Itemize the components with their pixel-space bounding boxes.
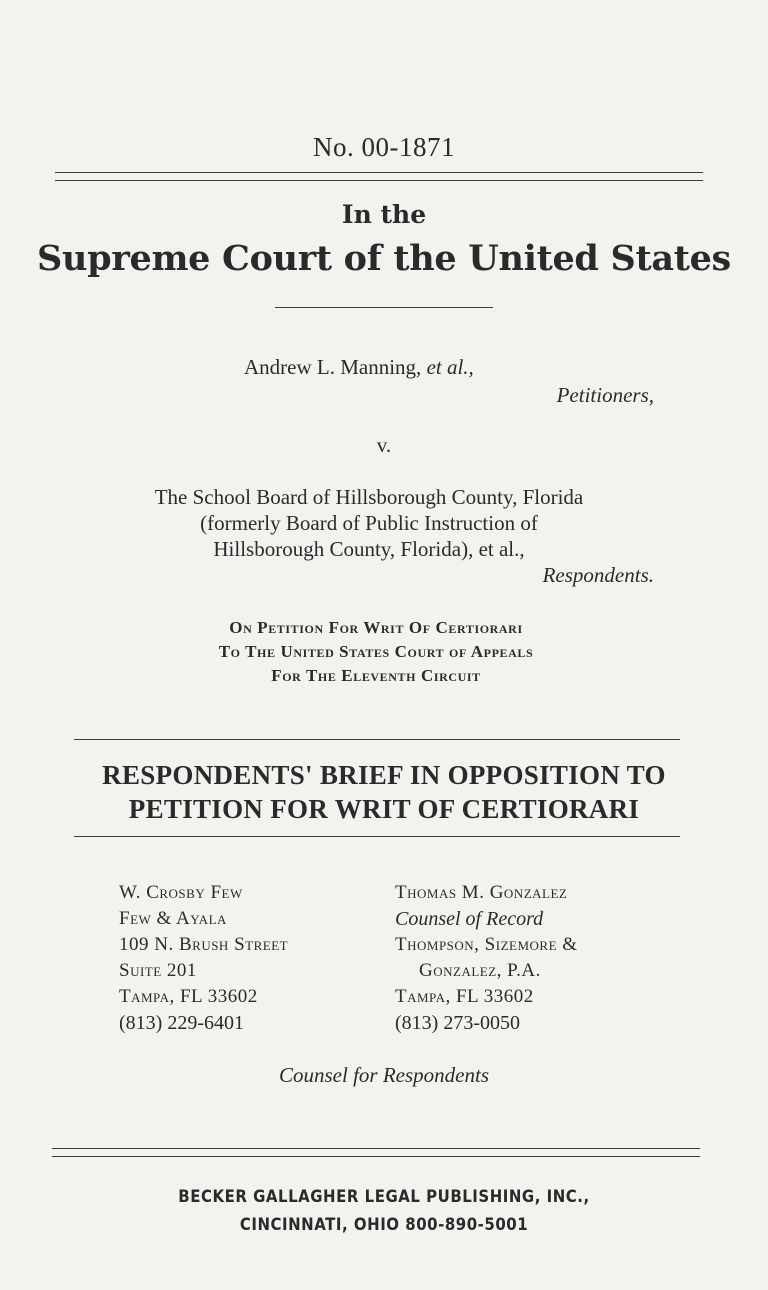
counsel-for-respondents: Counsel for Respondents [279, 1063, 489, 1087]
versus: v. [376, 433, 392, 457]
court-heading-in-the: In the [341, 200, 427, 229]
counsel-phone: (813) 229-6401 [119, 1012, 244, 1034]
counsel-suite: Suite 201 [119, 960, 197, 981]
bottom-double-rule-lower [52, 1156, 700, 1157]
respondent-line: Hillsborough County, Florida), et al., [213, 537, 525, 561]
brief-title-line: PETITION FOR WRIT OF CERTIORARI [128, 794, 640, 824]
short-divider [275, 307, 493, 308]
respondent-line: The School Board of Hillsborough County, Florida [154, 485, 584, 509]
petitioner-name: Andrew L. Manning, [244, 355, 427, 379]
publisher-imprint [46, 1183, 722, 1239]
counsel-role: Counsel of Record [395, 908, 544, 930]
publisher-line: CINCINNATI, OHIO 800-890-5001 [239, 1215, 529, 1235]
title-rule-top [74, 739, 680, 740]
title-rule-bottom [74, 836, 680, 837]
petitioner-role: Petitioners, [556, 383, 654, 407]
respondent-role: Respondents. [542, 563, 654, 587]
respondent-block [0, 484, 753, 562]
counsel-name: Thomas M. Gonzalez [395, 882, 568, 903]
counsel-right [395, 880, 578, 1036]
brief-title-line: RESPONDENTS' BRIEF IN OPPOSITION TO [102, 760, 666, 790]
petitioner-etal: et al., [426, 355, 474, 379]
docket-number: No. 00-1871 [313, 132, 455, 162]
counsel-street: 109 N. Brush Street [119, 934, 289, 955]
counsel-city: Tampa, FL 33602 [119, 986, 258, 1007]
top-double-rule-lower [55, 180, 703, 181]
petition-line: To The United States Court of Appeals [218, 642, 534, 661]
bottom-double-rule-upper [52, 1148, 700, 1149]
top-double-rule-upper [55, 172, 703, 173]
publisher-line: BECKER GALLAGHER LEGAL PUBLISHING, INC., [178, 1187, 590, 1207]
petition-line: On Petition For Writ Of Certiorari [229, 618, 523, 637]
counsel-phone: (813) 273-0050 [395, 1012, 520, 1034]
counsel-firm: Gonzalez, P.A. [419, 960, 541, 981]
petition-line: For The Eleventh Circuit [271, 666, 481, 685]
counsel-name: W. Crosby Few [119, 882, 243, 903]
petitioner-line [244, 354, 474, 380]
counsel-city: Tampa, FL 33602 [395, 986, 534, 1007]
brief-title [0, 758, 768, 826]
counsel-left [119, 880, 288, 1036]
petition-block [0, 616, 760, 688]
respondent-line: (formerly Board of Public Instruction of [200, 511, 538, 535]
counsel-firm: Thompson, Sizemore & [395, 934, 578, 955]
court-name: Supreme Court of the United States [37, 238, 731, 279]
counsel-firm: Few & Ayala [119, 908, 227, 929]
